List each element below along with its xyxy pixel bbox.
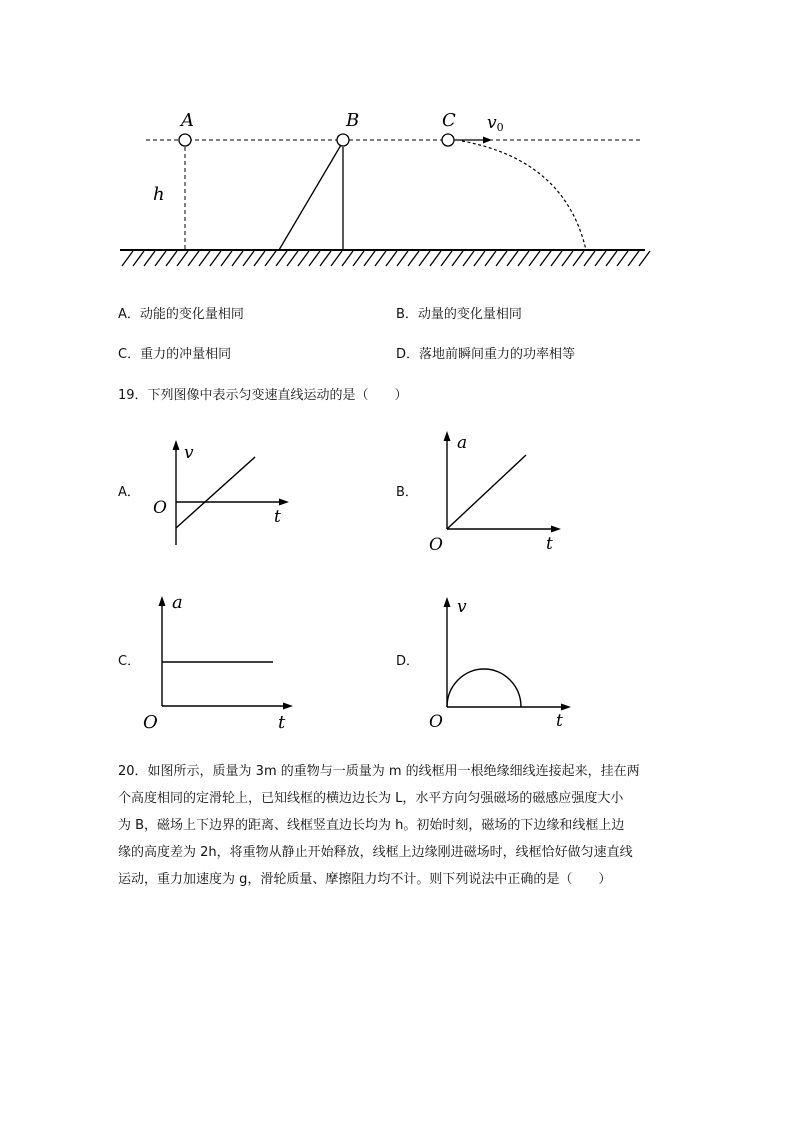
ground-hatch <box>386 251 397 266</box>
question-20-line-3: 为 B，磁场上下边界的距离、线框竖直边长均为 h。初始时刻，磁场的下边缘和线框上边 <box>118 818 625 833</box>
label-c: C <box>442 110 456 131</box>
ground-hatch <box>287 251 298 266</box>
ground-hatch <box>133 251 144 266</box>
ground-hatch <box>166 251 177 266</box>
velocity-arrowhead-icon <box>483 137 492 144</box>
option-text: 动能的变化量相同 <box>139 307 244 322</box>
ground-hatch <box>353 251 364 266</box>
ground-hatch <box>309 251 320 266</box>
question-20-line-4: 缘的高度差为 2h，将重物从静止开始释放，线框上边缘刚进磁场时，线框恰好做匀速直线 <box>118 845 633 860</box>
x-axis-label: t <box>274 507 281 527</box>
label-v0: v0 <box>487 113 504 134</box>
ground-hatch <box>276 251 287 266</box>
option-text: 动量的变化量相同 <box>417 307 522 322</box>
origin-label: O <box>143 712 158 733</box>
option-a <box>118 305 244 325</box>
ground-hatch <box>430 251 441 266</box>
graph-a-key: A． <box>118 485 140 500</box>
x-axis-label: t <box>546 534 553 554</box>
option-c <box>118 345 231 365</box>
ground <box>120 250 650 266</box>
axis-arrow-icon <box>279 499 289 506</box>
x-axis-label: t <box>278 712 286 733</box>
label-a: A <box>181 110 194 131</box>
ground-hatch <box>298 251 309 266</box>
ground-hatch <box>463 251 474 266</box>
ground-hatch <box>320 251 331 266</box>
graph-c <box>140 588 310 733</box>
ball-b <box>337 134 349 146</box>
ground-hatch <box>144 251 155 266</box>
ground-hatch <box>397 251 408 266</box>
axis-arrow-icon <box>159 596 166 606</box>
option-key: D． <box>396 347 420 362</box>
ground-hatch <box>155 251 166 266</box>
axis-arrow-icon <box>551 526 561 533</box>
ground-hatch <box>254 251 265 266</box>
graph-b-key: B． <box>396 485 418 500</box>
question-19-stem: 19．下列图像中表示匀变速直线运动的是（ ） <box>118 388 408 403</box>
graph-line <box>447 455 526 529</box>
axis-arrow-icon <box>173 440 180 450</box>
option-key: A． <box>118 307 140 322</box>
ground-hatch <box>265 251 276 266</box>
option-key: B． <box>396 307 418 322</box>
ground-hatch <box>474 251 485 266</box>
question-20-line-2: 个高度相同的定滑轮上，已知线框的横边边长为 L，水平方向匀强磁场的磁感应强度大小 <box>118 791 624 806</box>
axis-arrow-icon <box>444 431 451 441</box>
ball-a <box>179 134 191 146</box>
ground-hatch <box>595 251 606 266</box>
ground-hatch <box>518 251 529 266</box>
ground-hatch <box>122 251 133 266</box>
ground-hatch <box>617 251 628 266</box>
ground-hatch <box>375 251 386 266</box>
axis-arrow-icon <box>283 703 293 710</box>
ball-c <box>442 134 454 146</box>
ground-hatch <box>177 251 188 266</box>
graph-b <box>420 424 580 559</box>
ground-hatch <box>551 251 562 266</box>
ground-hatch <box>408 251 419 266</box>
question-20-line-1: 20．如图所示，质量为 3m 的重物与一质量为 m 的线框用一根绝缘细线连接起来，挂在两 <box>118 764 640 779</box>
ground-hatch <box>210 251 221 266</box>
ground-hatch <box>628 251 639 266</box>
origin-label: O <box>153 498 167 518</box>
ground-hatch <box>529 251 540 266</box>
option-text: 落地前瞬间重力的功率相等 <box>419 347 576 362</box>
ground-hatch <box>232 251 243 266</box>
question-20-line-5: 运动，重力加速度为 g，滑轮质量、摩擦阻力均不计。则下列说法中正确的是（ ） <box>118 872 612 887</box>
graph-d <box>420 590 580 735</box>
ground-hatch <box>606 251 617 266</box>
graph-c-key: C． <box>118 654 141 669</box>
graph-curve <box>447 669 521 707</box>
ground-hatch <box>562 251 573 266</box>
option-key: C． <box>118 347 141 362</box>
graph-a <box>140 430 300 555</box>
ground-hatch <box>573 251 584 266</box>
label-b: B <box>346 110 360 131</box>
ground-hatch <box>452 251 463 266</box>
ground-hatch <box>441 251 452 266</box>
axis-arrow-icon <box>444 597 451 607</box>
graph-d-key: D． <box>396 654 420 669</box>
ground-hatch <box>199 251 210 266</box>
origin-label: O <box>429 535 443 555</box>
x-axis-label: t <box>556 711 563 731</box>
ground-hatch <box>342 251 353 266</box>
ground-hatch <box>419 251 430 266</box>
ground-hatch <box>584 251 595 266</box>
incline-line <box>279 145 341 250</box>
ground-hatch <box>221 251 232 266</box>
option-text: 重力的冲量相同 <box>140 347 232 362</box>
graph-line <box>176 457 255 528</box>
projectile-figure <box>0 0 794 290</box>
ground-hatch <box>243 251 254 266</box>
option-b <box>396 305 522 325</box>
y-axis-label: v <box>184 443 194 463</box>
ground-hatch <box>188 251 199 266</box>
origin-label: O <box>429 712 443 732</box>
ground-hatch <box>496 251 507 266</box>
ground-hatch <box>331 251 342 266</box>
trajectory-curve <box>462 141 586 250</box>
ground-hatch <box>485 251 496 266</box>
y-axis-label: a <box>172 592 183 613</box>
y-axis-label: a <box>457 433 468 453</box>
option-d <box>396 345 575 365</box>
label-h: h <box>153 184 165 205</box>
axis-arrow-icon <box>561 704 571 711</box>
ground-hatch <box>639 251 650 266</box>
y-axis-label: v <box>457 597 467 617</box>
ground-hatch <box>507 251 518 266</box>
ground-hatch <box>364 251 375 266</box>
ground-hatch <box>540 251 551 266</box>
